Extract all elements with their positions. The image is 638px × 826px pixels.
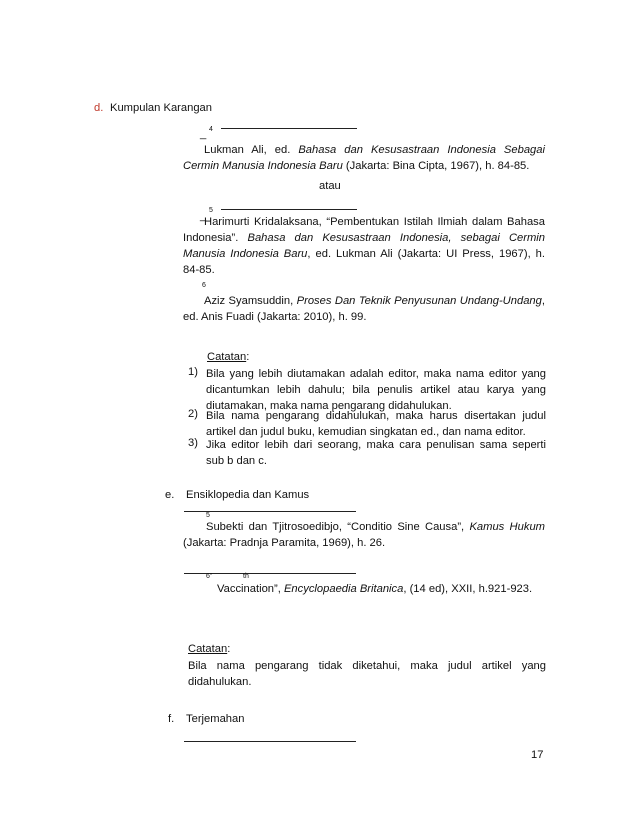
- section-f-heading: Terjemahan: [186, 713, 245, 725]
- note-d-label: Catatan: [207, 351, 247, 363]
- fn4-separator: [221, 128, 357, 129]
- fn-e5-number: 5: [206, 512, 210, 519]
- note-d-1-num: 1): [188, 366, 198, 378]
- fn4-author: Lukman Ali, ed.: [204, 144, 299, 156]
- fn5-title: Bahasa dan Kesusastraan Indonesia, sebagai Cermin Manusia Indonesia Baru: [183, 232, 545, 260]
- fn-e5-pub: (Jakarta: Pradnja Paramita, 1969), h. 26.: [183, 537, 386, 549]
- fn4-number: 4: [209, 126, 213, 133]
- fn5-dash: _: [200, 210, 207, 222]
- fn4-pub: (Jakarta: Bina Cipta, 1967), h. 84-85.: [342, 160, 530, 172]
- fn-e5-lead: Subekti dan Tjitrosoedibjo, “Conditio Sine Causa”,: [206, 521, 470, 533]
- fn-e5-text: [183, 519, 545, 551]
- fn-e6-lead: Vaccination”,: [217, 583, 284, 595]
- section-e-letter: e.: [165, 489, 175, 501]
- note-d-1-text: Bila yang lebih diutamakan adalah editor, maka nama editor yang dicantumkan lebih dahulu; bila penulis artikel atau karya yang diutamakan, maka nama pengarang didahulukan.: [206, 368, 546, 412]
- fn6-text: [183, 293, 545, 325]
- fn4-text: [183, 142, 545, 174]
- note-d-label-wrap: [207, 351, 249, 363]
- note-e-label: Catatan: [188, 643, 228, 655]
- note-d-2-num: 2): [188, 408, 198, 420]
- section-f-letter: f.: [168, 713, 175, 725]
- fn-e6-number: 6”: [206, 573, 213, 580]
- note-e-colon: :: [227, 643, 231, 655]
- note-e-label-wrap: [188, 643, 230, 655]
- section-e-heading: Ensiklopedia dan Kamus: [186, 489, 310, 501]
- section-d-heading: Kumpulan Karangan: [110, 102, 213, 114]
- or-text: atau: [319, 180, 341, 192]
- fn-e6-th: th: [243, 573, 249, 580]
- section-d-letter: d.: [94, 102, 104, 114]
- fn5-separator: [221, 209, 357, 210]
- fn5-number: 5: [209, 207, 213, 214]
- note-d-2-text: Bila nama pengarang didahulukan, maka harus disertakan judul artikel dan judul buku, kemudian singkatan ed., dan nama editor.: [206, 410, 546, 438]
- fn4-dash: _: [200, 128, 207, 140]
- page-number: 17: [531, 749, 544, 761]
- fn5-lead: Harimurti Kridalaksana, “Pembentukan Istilah Ilmiah dalam Bahasa Indonesia”.: [183, 216, 545, 244]
- note-d-3-num: 3): [188, 437, 198, 449]
- fn-f-separator: [184, 741, 356, 742]
- fn-e5-title: Kamus Hukum: [469, 521, 545, 533]
- fn6-pub: , ed. Anis Fuadi (Jakarta: 2010), h. 99.: [183, 295, 545, 323]
- fn6-title: Proses Dan Teknik Penyusunan Undang-Undang: [296, 295, 542, 307]
- fn6-number: 6: [202, 282, 206, 289]
- fn6-author: Aziz Syamsuddin,: [204, 295, 297, 307]
- fn-e6-text: [217, 583, 532, 595]
- fn-e6-pub: , (14 ed), XXII, h.921-923.: [403, 583, 533, 595]
- note-d-3-text: Jika editor lebih dari seorang, maka cara penulisan sama seperti sub b dan c.: [206, 439, 546, 467]
- fn5-pub: , ed. Lukman Ali (Jakarta: UI Press, 1967), h. 84-85.: [183, 248, 546, 276]
- note-e-text: Bila nama pengarang tidak diketahui, maka judul artikel yang didahulukan.: [188, 660, 546, 688]
- fn-e6-title: Encyclopaedia Britanica: [283, 583, 404, 595]
- note-d-colon: :: [246, 351, 250, 363]
- fn5-text: [183, 214, 545, 278]
- fn4-title: Bahasa dan Kesusastraan Indonesia Sebagai Cermin Manusia Indonesia Baru: [183, 144, 545, 172]
